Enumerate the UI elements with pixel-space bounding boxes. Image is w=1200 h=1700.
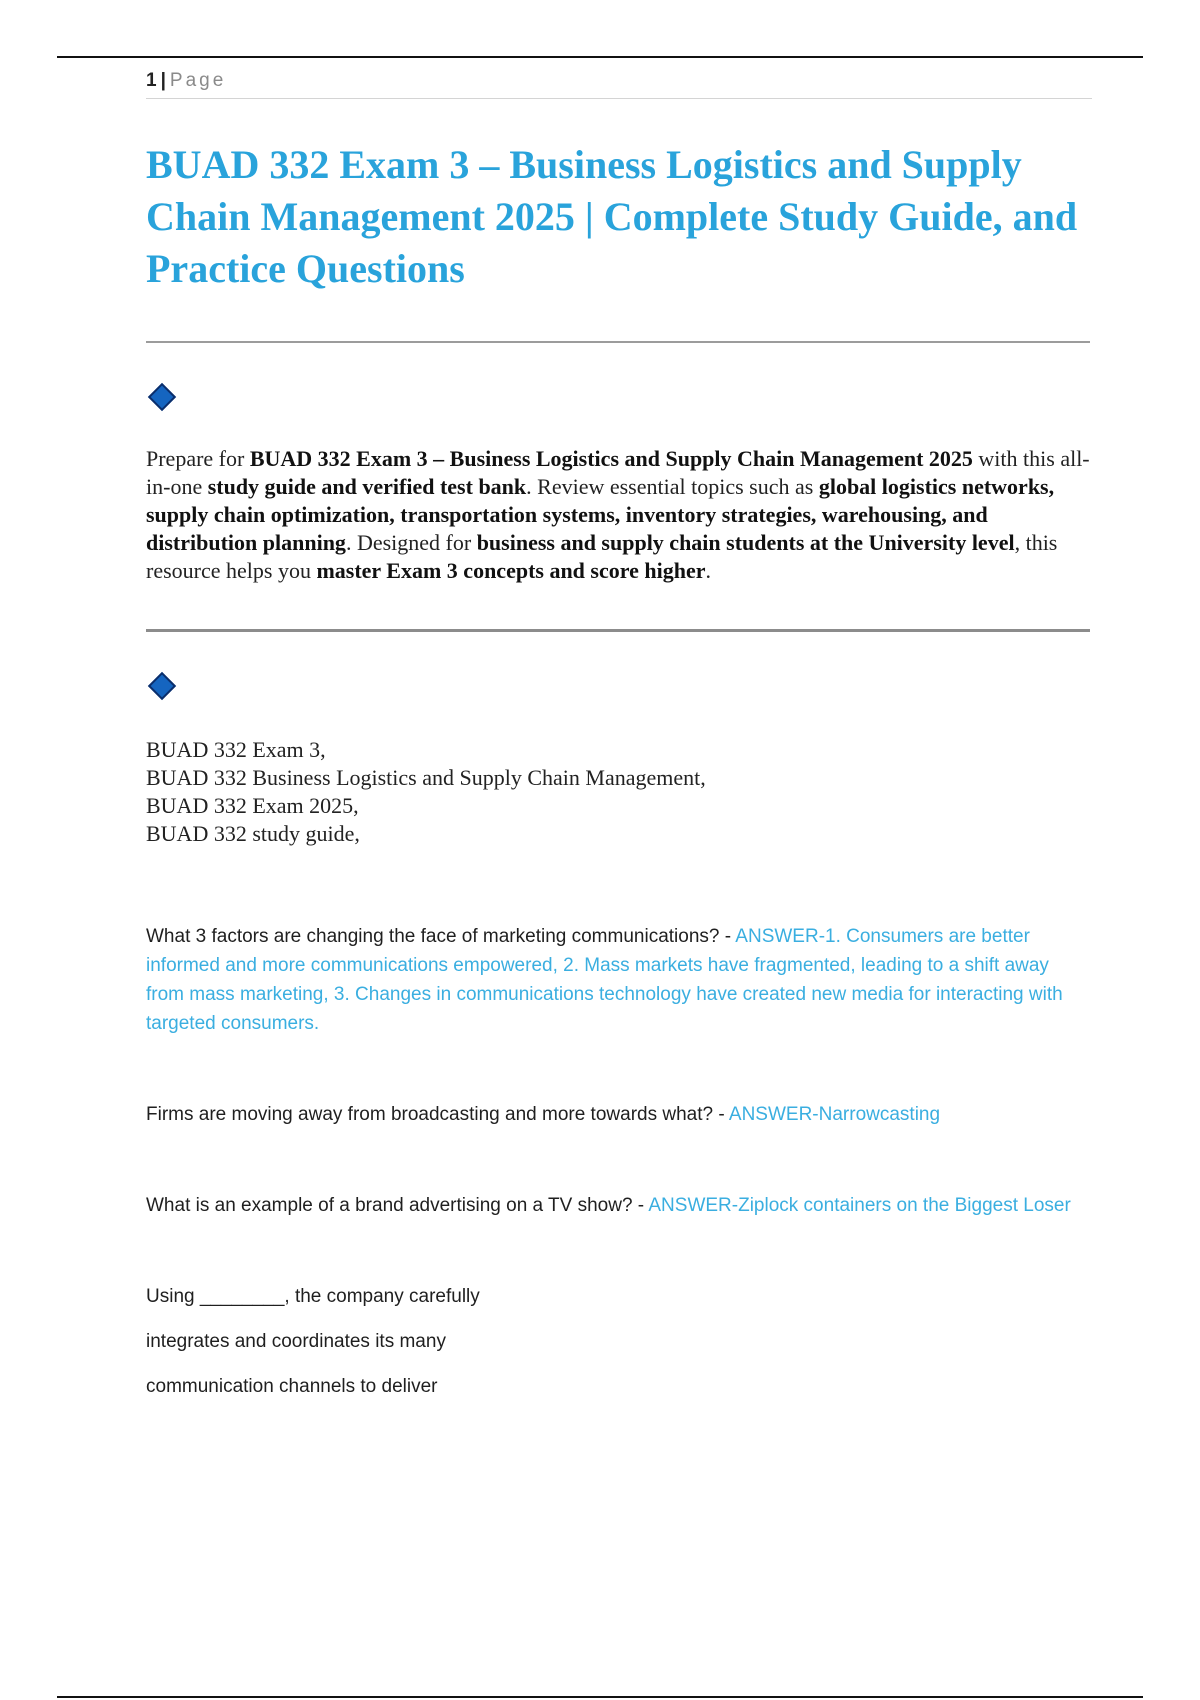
bottom-page-border bbox=[57, 1696, 1143, 1698]
intro-paragraph bbox=[146, 445, 1090, 585]
qa-item bbox=[146, 922, 1090, 1038]
intro-bold-1: BUAD 332 Exam 3 – Business Logistics and Supply Chain Management 2025 bbox=[249, 446, 973, 471]
keyword-list bbox=[146, 736, 1090, 848]
top-page-border bbox=[57, 56, 1143, 58]
partial-question-line: integrates and coordinates its many bbox=[146, 1331, 446, 1352]
intro-text-1: Prepare for bbox=[146, 446, 250, 471]
intro-bold-2: study guide and verified test bank bbox=[207, 474, 527, 499]
question-text: What is an example of a brand advertising on a TV show? - bbox=[146, 1195, 649, 1216]
intro-bold-4: business and supply chain students at the University level bbox=[476, 530, 1015, 555]
document-title: BUAD 332 Exam 3 – Business Logistics and Supply Chain Management 2025 | Complete Study Guide, and Practice Questions bbox=[146, 142, 1078, 291]
page-content bbox=[146, 70, 1090, 1417]
question-text: Firms are moving away from broadcasting and more towards what? - bbox=[146, 1104, 729, 1125]
intro-text-3: . Review essential topics such as bbox=[526, 474, 819, 499]
answer-text: ANSWER-Narrowcasting bbox=[728, 1104, 941, 1125]
intro-bold-5: master Exam 3 concepts and score higher bbox=[316, 558, 706, 583]
keyword-line: BUAD 332 Exam 2025, bbox=[146, 793, 359, 818]
page-header bbox=[146, 70, 1092, 99]
diamond-bullet-icon bbox=[148, 672, 176, 700]
intro-text-4: . Designed for bbox=[345, 530, 477, 555]
partial-question-line: Using ________, the company carefully bbox=[146, 1286, 480, 1307]
qa-item bbox=[146, 1100, 1090, 1129]
intro-text-2: with this all-in-one bbox=[146, 446, 1090, 499]
intro-text-5: , this resource helps you bbox=[146, 530, 1058, 583]
keyword-line: BUAD 332 Business Logistics and Supply Chain Management, bbox=[146, 765, 706, 790]
page-separator: | bbox=[160, 70, 166, 91]
diamond-bullet-icon bbox=[148, 383, 176, 411]
intro-divider bbox=[146, 629, 1090, 632]
page-number: 1 bbox=[146, 70, 157, 91]
qa-item bbox=[146, 1191, 1090, 1220]
keyword-line: BUAD 332 Exam 3, bbox=[146, 737, 326, 762]
partial-question-line: communication channels to deliver bbox=[146, 1376, 438, 1397]
page-label: Page bbox=[169, 70, 227, 91]
answer-text: ANSWER-1. Consumers are better informed and more communications empowered, 2. Mass markets have fragmented, leading to a shift away from mass marketing, 3. Changes in communications technology have created new media for interacting with targeted consumers. bbox=[146, 926, 1063, 1034]
question-text: What 3 factors are changing the face of marketing communications? - bbox=[146, 926, 736, 947]
keyword-line: BUAD 332 study guide, bbox=[146, 821, 360, 846]
intro-text-6: . bbox=[705, 558, 711, 583]
title-divider bbox=[146, 341, 1090, 343]
partial-question bbox=[146, 1282, 1090, 1401]
intro-bold-3: global logistics networks, supply chain optimization, transportation systems, inventory strategies, warehousing, and distribution planning bbox=[146, 474, 1055, 555]
answer-text: ANSWER-Ziplock containers on the Biggest Loser bbox=[648, 1195, 1071, 1216]
